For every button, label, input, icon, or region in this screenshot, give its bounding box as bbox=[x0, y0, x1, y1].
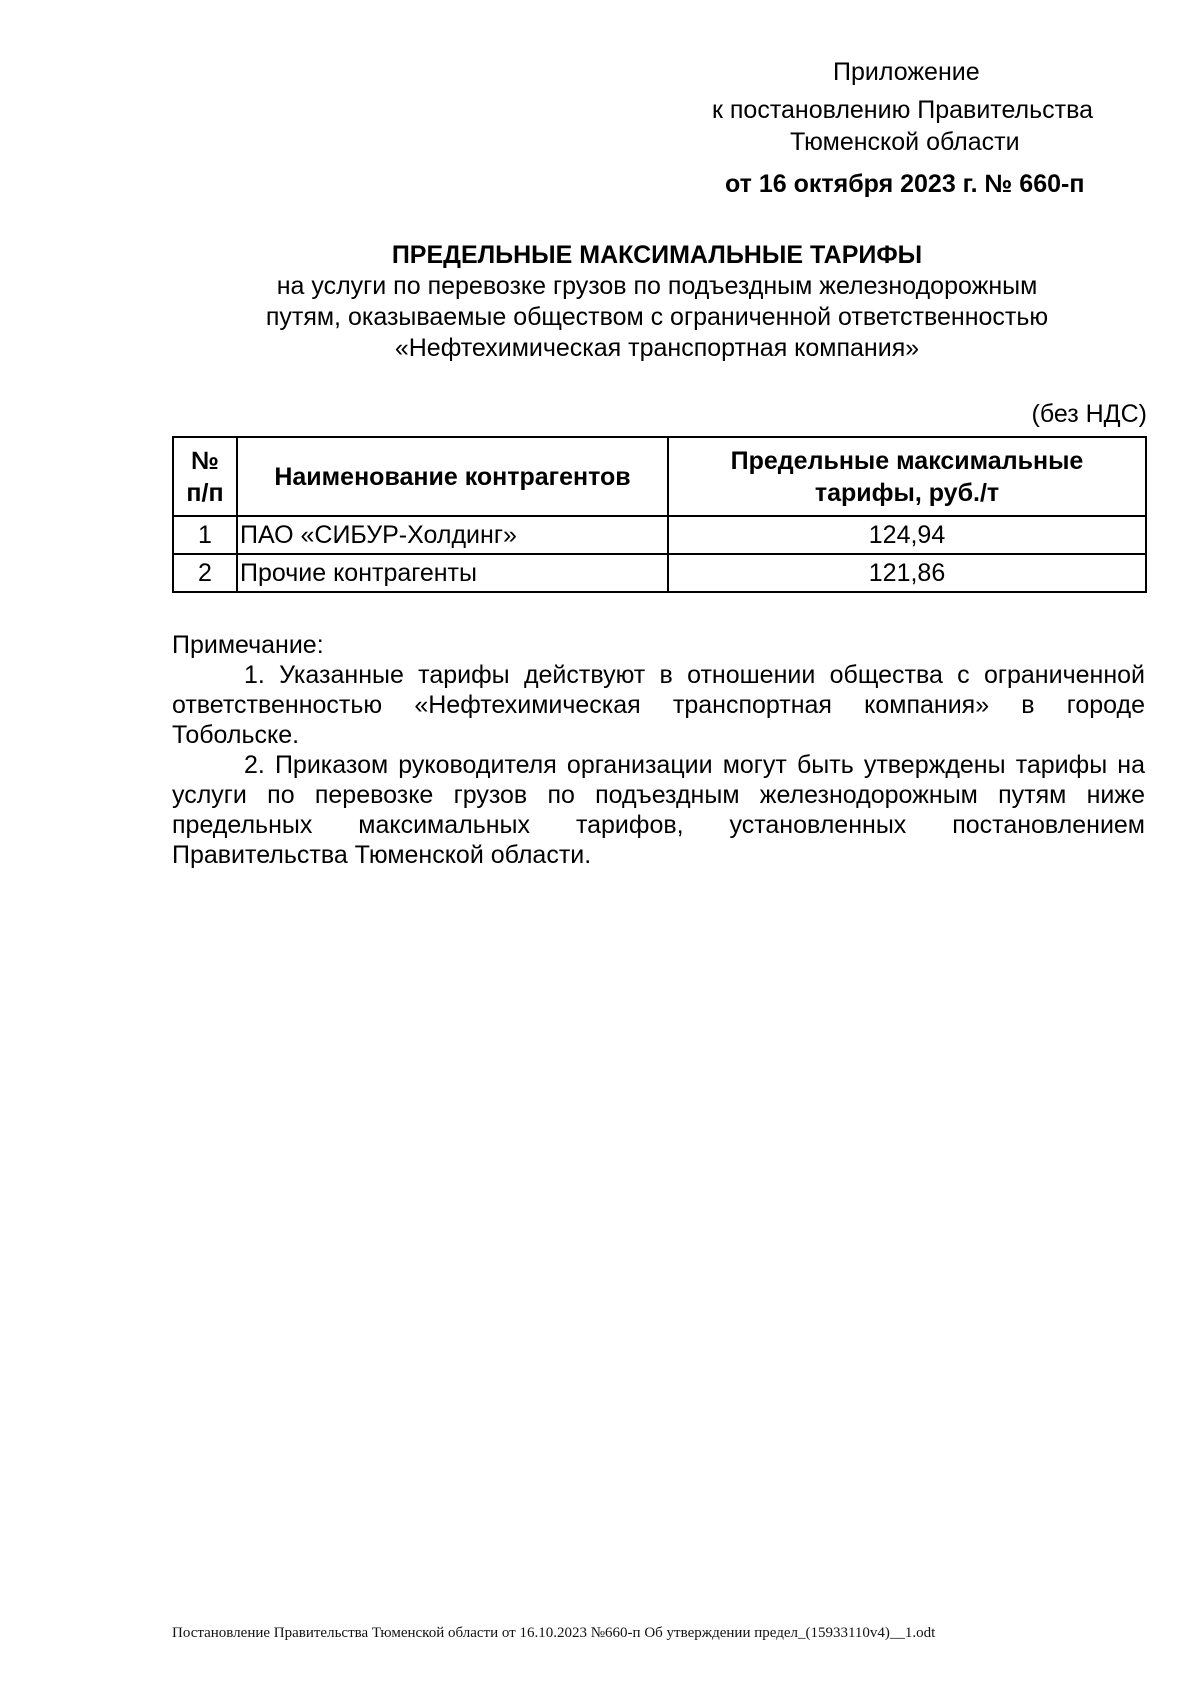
row-counterparty: Прочие контрагенты bbox=[237, 554, 668, 592]
row-counterparty: ПАО «СИБУР-Холдинг» bbox=[237, 516, 668, 554]
note-item-1: 1. Указанные тарифы действуют в отношении общества с ограниченной ответственностью «Нефтехимическая транспортная компания» в городе Тобольске. bbox=[172, 661, 1145, 749]
header-number-line-2: п/п bbox=[186, 478, 224, 507]
row-tariff: 124,94 bbox=[668, 516, 1146, 554]
notes-heading: Примечание: bbox=[172, 631, 324, 659]
appendix-header bbox=[680, 56, 1140, 200]
note-item-2: 2. Приказом руководителя организации могут быть утверждены тарифы на услуги по перевозке грузов по подъездным железнодорожным путям ниже предельных максимальных тарифов, установленных постановлением Правительства Тюменской области. bbox=[172, 751, 1145, 869]
table-row bbox=[173, 554, 1146, 592]
row-tariff: 121,86 bbox=[668, 554, 1146, 592]
header-tariff-line-1: Предельные максимальные bbox=[730, 446, 1084, 475]
row-number: 1 bbox=[173, 516, 237, 554]
header-name: Наименование контрагентов bbox=[237, 437, 668, 516]
header-tariff-line-2: тарифы, руб./т bbox=[814, 478, 1000, 507]
tariffs-table bbox=[172, 436, 1147, 593]
row-number: 2 bbox=[173, 554, 237, 592]
appendix-label: Приложение bbox=[833, 58, 980, 86]
document-title bbox=[172, 240, 1142, 364]
appendix-reference-line-2: Тюменской области bbox=[790, 128, 1020, 156]
title-main: ПРЕДЕЛЬНЫЕ МАКСИМАЛЬНЫЕ ТАРИФЫ bbox=[391, 241, 923, 269]
header-number bbox=[173, 437, 237, 516]
notes-section bbox=[172, 630, 1145, 870]
vat-note: (без НДС) bbox=[1031, 400, 1147, 428]
title-subtitle-line-2: путям, оказываемые обществом с ограниченной ответственностью bbox=[265, 303, 1049, 331]
appendix-date-number: от 16 октября 2023 г. № 660-п bbox=[725, 170, 1085, 198]
header-tariff bbox=[668, 437, 1146, 516]
table-header-row bbox=[173, 437, 1146, 516]
title-subtitle-line-1: на услуги по перевозке грузов по подъездным железнодорожным bbox=[276, 272, 1038, 300]
appendix-reference-line-1: к постановлению Правительства bbox=[712, 96, 1094, 124]
title-subtitle-line-3: «Нефтехимическая транспортная компания» bbox=[394, 334, 920, 362]
header-number-line-1: № bbox=[191, 446, 219, 475]
table-row bbox=[173, 516, 1146, 554]
document-footer: Постановление Правительства Тюменской области от 16.10.2023 №660-п Об утверждении предел_(15933110v4)__1.odt bbox=[172, 1625, 936, 1641]
